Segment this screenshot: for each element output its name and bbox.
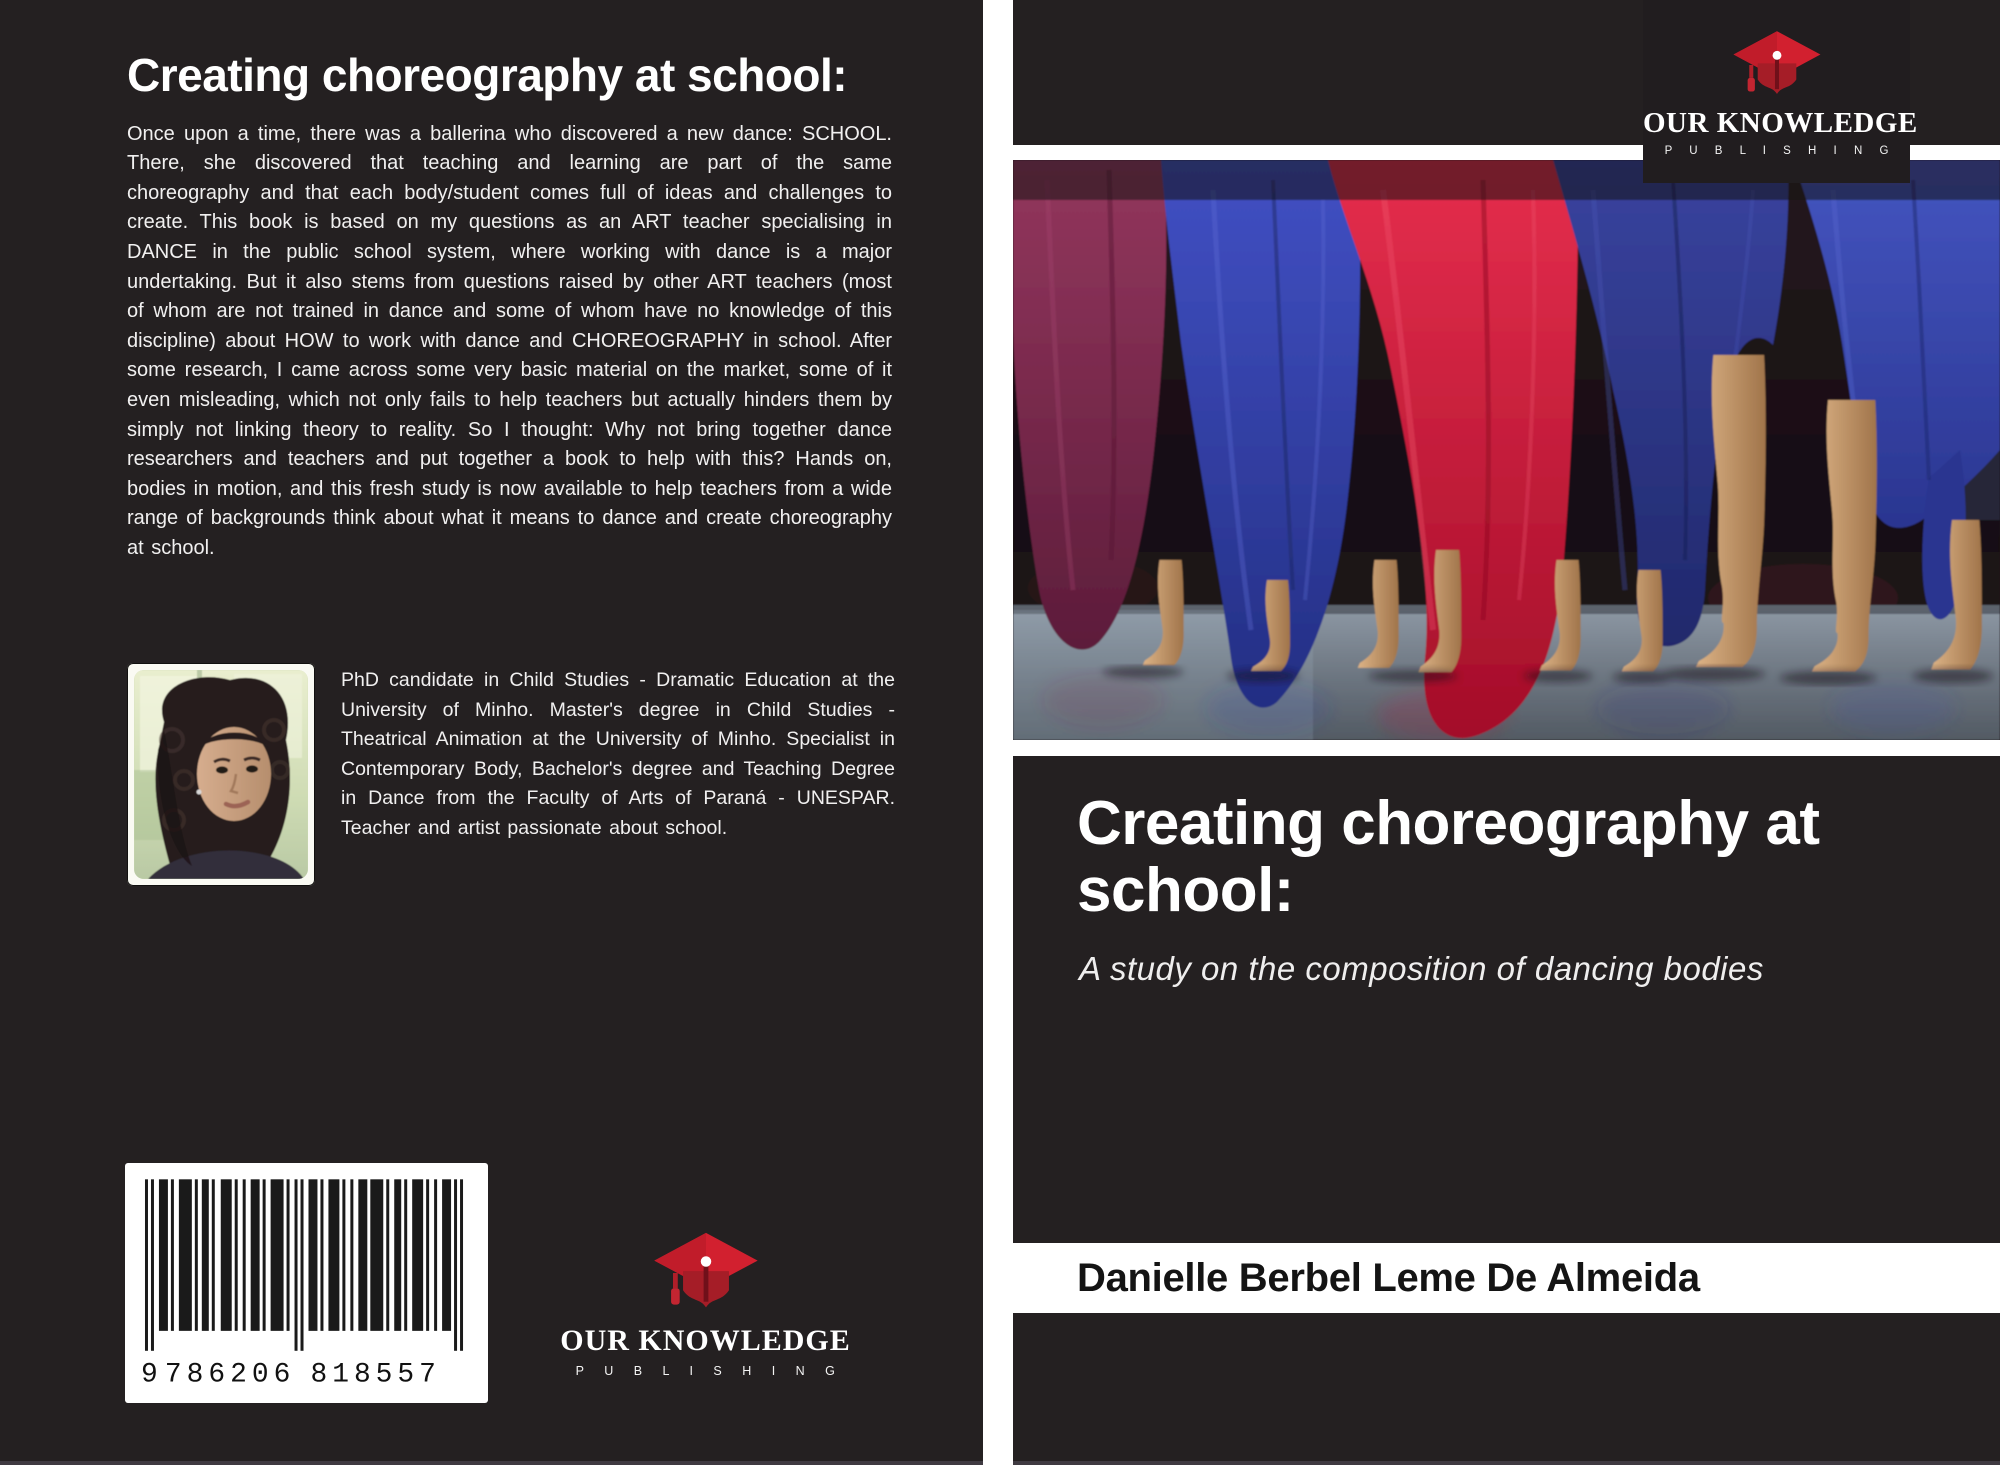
- front-cover: [1013, 0, 2000, 1465]
- back-title: Creating choreography at school:: [127, 49, 848, 101]
- author-portrait-illustration: [134, 670, 308, 879]
- front-bottom-panel: [1013, 1313, 2000, 1465]
- barcode: [125, 1163, 488, 1403]
- back-blurb: Once upon a time, there was a ballerina who discovered a new dance: SCHOOL. There, she discovered that teaching and learning are part of the same choreography and that each body/student comes full of ideas and challenges to create. This book is based on my questions as an ART teacher specialising in DANCE in the public school system, where working with dance is a major undertaking. But it also stems from questions raised by other ART teachers (most of whom are not trained in dance and some of whom have no knowledge of this discipline) about HOW to work with dance and CHOREOGRAPHY in school. After some research, I came across some very basic material on the market, some of it even misleading, which not only fails to help teachers but actually hinders them by simply not linking theory to reality. So I thought: Why not bring together dance researchers and teachers and put together a book to help with this? Hands on, bodies in motion, and this fresh study is now available to help teachers from a wide range of backgrounds think about what it means to dance and create choreography at school.: [127, 122, 892, 559]
- publisher-logo-back: [553, 1229, 858, 1378]
- front-author-name: Danielle Berbel Leme De Almeida: [1077, 1256, 1700, 1300]
- front-cover-bottom-edge: [1013, 1461, 2000, 1465]
- back-cover-bottom-edge: [0, 1461, 983, 1465]
- front-author-strip: [1013, 1243, 2000, 1313]
- isbn-digit-group-2: 786206: [164, 1359, 296, 1391]
- author-photo-frame: [127, 663, 315, 886]
- publisher-tagline: P U B L I S H I N G: [1664, 145, 1896, 157]
- isbn-digit-group-1: 9: [141, 1359, 158, 1391]
- cover-photo-dancers-feet: [1013, 160, 2000, 740]
- publisher-logo-front: [1643, 0, 1918, 183]
- publisher-name: OUR KNOWLEDGE: [1643, 107, 1918, 139]
- cover-photo-illustration: [1013, 160, 2000, 740]
- back-cover: [0, 0, 983, 1465]
- author-bio-section: [127, 663, 895, 886]
- front-subtitle: A study on the composition of dancing bodies: [1079, 950, 1764, 987]
- front-title: Creating choreography at school:: [1077, 789, 1820, 925]
- barcode-bars: [141, 1179, 472, 1391]
- graduation-cap-icon: [647, 1229, 765, 1317]
- publisher-name: OUR KNOWLEDGE: [560, 1324, 851, 1357]
- author-photo: [134, 670, 308, 879]
- author-bio-text: PhD candidate in Child Studies - Dramatic Education at the University of Minho. Master's degree in Child Studies - Theatrical Animation at the University of Minho. Specialist in Contemporary Body, Bachelor's degree and Teaching Degree in Dance from the Faculty of Arts of Paraná - UNESPAR. Teacher and artist passionate about school.: [341, 669, 895, 839]
- graduation-cap-icon: [1727, 28, 1827, 102]
- isbn-digit-group-3: 818557: [310, 1359, 441, 1391]
- front-title-panel: [1013, 756, 2000, 1243]
- publisher-tagline: P U B L I S H I N G: [575, 1364, 844, 1378]
